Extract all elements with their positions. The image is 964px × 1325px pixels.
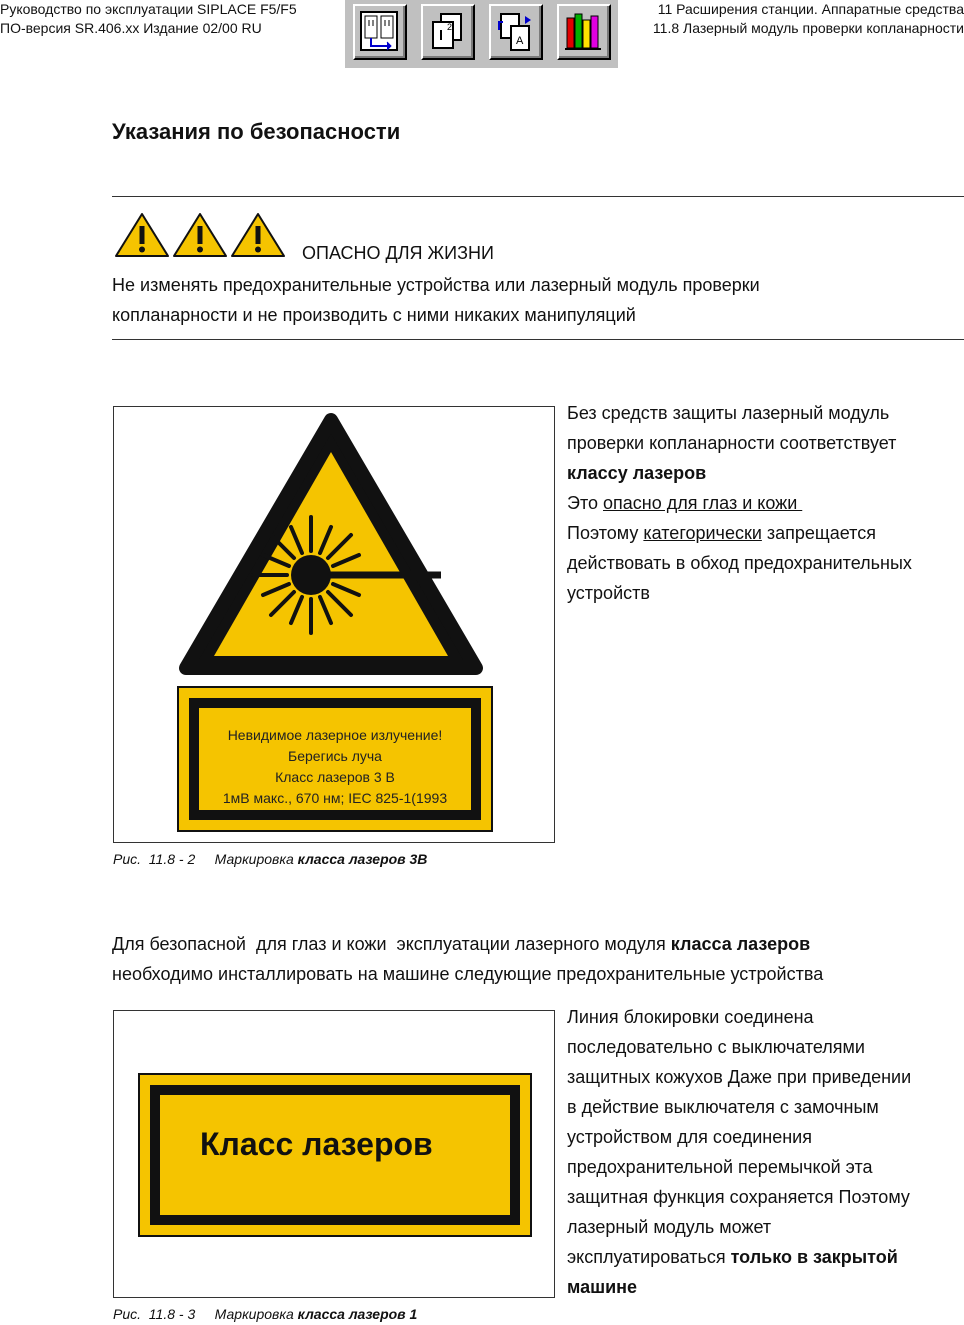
para2-line1-bold: класса лазеров <box>670 934 811 954</box>
figure-laser-class-3b <box>113 406 555 843</box>
para1-line5-prefix: Поэтому <box>567 523 644 543</box>
para1-line6: действовать в обход предохранительных <box>567 553 912 573</box>
document-layout-button[interactable] <box>353 4 407 60</box>
book-library-icon <box>563 10 605 54</box>
figure2-caption-prefix: Рис. 11.8 - 3 Маркировка <box>113 1306 298 1322</box>
para1-line5-underlined: категорически <box>643 523 762 543</box>
laser-class-label <box>138 1073 532 1237</box>
laser-class-sign-text: Класс лазеров <box>200 1126 433 1162</box>
para1-line7: устройств <box>567 583 650 603</box>
sign-line2: Берегись луча <box>288 748 382 764</box>
sign-line3: Класс лазеров 3 В <box>275 769 395 785</box>
sign-line1: Невидимое лазерное излучение! <box>227 727 443 743</box>
para2-line1-prefix: Для безопасной для глаз и кожи эксплуатации лазерного модуля <box>112 934 671 954</box>
svg-text:2: 2 <box>447 22 453 32</box>
para1-line4-underlined: опасно для глаз и кожи <box>603 493 803 513</box>
header-right-line2: 11.8 Лазерный модуль проверки копланарности <box>652 20 964 36</box>
para1-line3: классу лазеров <box>567 463 707 483</box>
laser-hazard-icon <box>178 410 484 678</box>
para3-line9-bold: только в закрытой <box>730 1247 898 1267</box>
para1-line1: Без средств защиты лазерный модуль <box>567 403 890 423</box>
svg-text:A: A <box>516 35 524 47</box>
divider-top <box>112 196 964 197</box>
page-navigate-button[interactable] <box>489 4 543 60</box>
para3-line9 <box>567 1242 964 1272</box>
para1-line2: проверки копланарности соответствует <box>567 433 897 453</box>
header-left-line2: ПО-версия SR.406.xx Издание 02/00 RU <box>0 20 262 36</box>
para2-line1 <box>112 929 810 959</box>
header-left-line1: Руководство по эксплуатации SIPLACE F5/F5 <box>0 1 297 17</box>
navigation-toolbar <box>345 0 618 68</box>
document-layout-icon <box>359 10 401 54</box>
para3-line10: машине <box>567 1277 638 1297</box>
figure2-caption-bold: класса лазеров 1 <box>297 1306 418 1322</box>
laser-hazard-description <box>567 398 964 608</box>
para3-line8: лазерный модуль может <box>567 1217 772 1237</box>
para1-line5-suffix: запрещается <box>761 523 876 543</box>
warning-line2: копланарности и не производить с ними никаких манипуляций <box>112 305 636 325</box>
warning-line1: Не изменять предохранительные устройства или лазерный модуль проверки <box>112 275 760 295</box>
warning-triangle-icon <box>174 214 226 256</box>
para3-line3: защитных кожухов Даже при приведении <box>567 1067 912 1087</box>
figure2-caption <box>113 1306 417 1322</box>
para3-line5: устройством для соединения <box>567 1127 812 1147</box>
figure1-caption <box>113 851 427 867</box>
header-right-line1: 11 Расширения станции. Аппаратные средства <box>657 1 964 17</box>
para1-line4-prefix: Это <box>567 493 603 513</box>
laser-info-label <box>177 686 493 832</box>
para3-line4: в действие выключателя с замочным <box>567 1097 879 1117</box>
para3-line1: Линия блокировки соединена <box>567 1007 814 1027</box>
figure1-caption-bold: класса лазеров 3В <box>297 851 428 867</box>
divider-bottom <box>112 339 964 340</box>
para1-line5 <box>567 518 964 548</box>
sign-line4: 1мВ макс., 670 нм; IEC 825-1(1993 <box>222 790 448 806</box>
warning-icons <box>114 211 290 259</box>
figure-laser-class-1 <box>113 1010 555 1298</box>
para3-line2: последовательно с выключателями <box>567 1037 865 1057</box>
para3-line6: предохранительной перемычкой эта <box>567 1157 873 1177</box>
para1-line4 <box>567 488 964 518</box>
interlock-description <box>567 1002 964 1302</box>
section-title: Указания по безопасности <box>112 119 401 144</box>
book-library-button[interactable] <box>557 4 611 60</box>
page-stack-button[interactable] <box>421 4 475 60</box>
para2-line2: необходимо инсталлировать на машине следующие предохранительные устройства <box>112 964 824 984</box>
danger-label: ОПАСНО ДЛЯ ЖИЗНИ <box>302 243 494 263</box>
page-stack-icon <box>427 10 469 54</box>
figure1-caption-prefix: Рис. 11.8 - 2 Маркировка <box>113 851 298 867</box>
warning-triangle-icon <box>232 214 284 256</box>
para3-line9-prefix: эксплуатироваться <box>567 1247 731 1267</box>
para3-line7: защитная функция сохраняется Поэтому <box>567 1187 910 1207</box>
page-navigate-icon <box>495 10 537 54</box>
warning-triangle-icon <box>116 214 168 256</box>
